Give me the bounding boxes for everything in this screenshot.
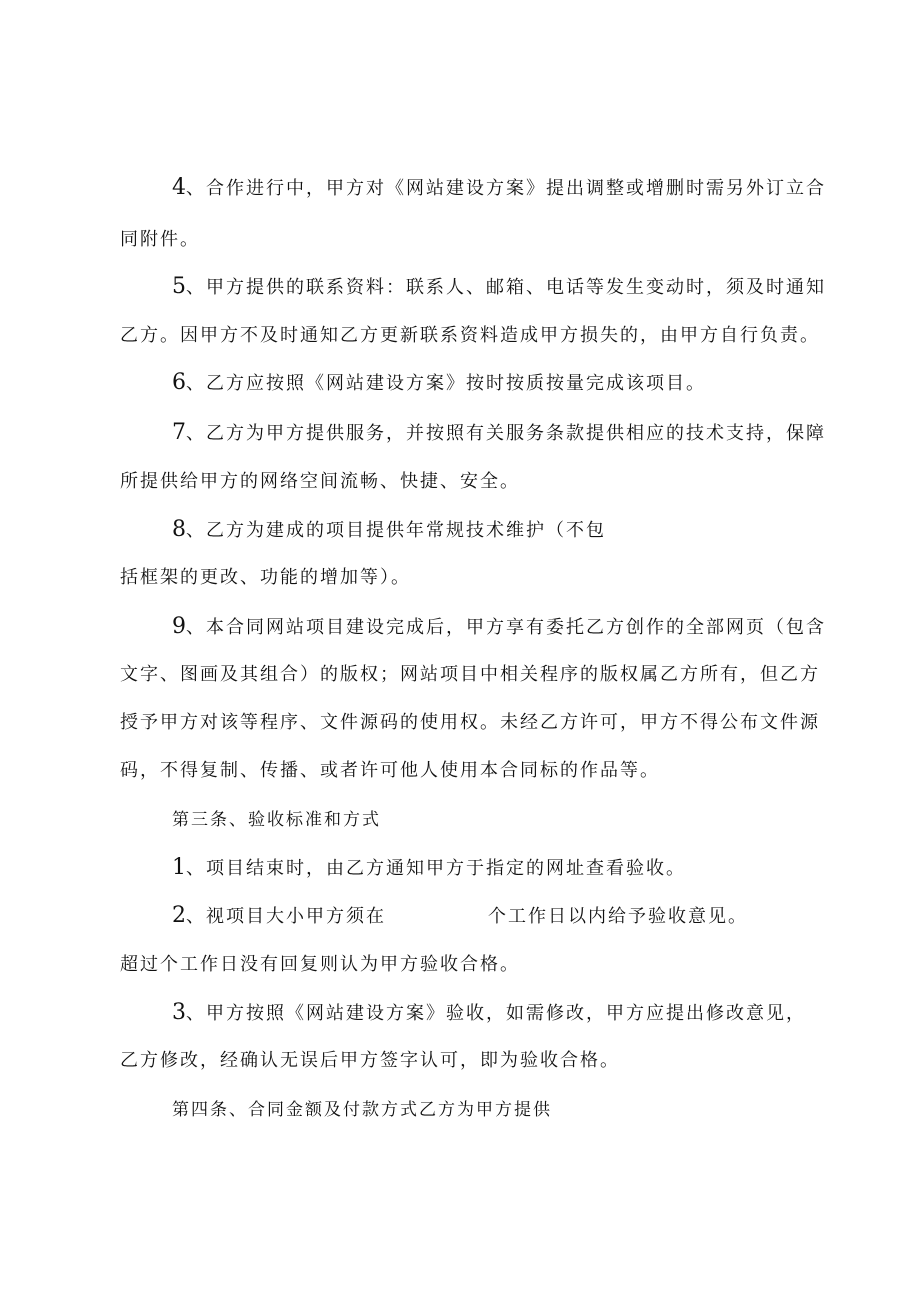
clause-8-line-1 (172, 518, 606, 543)
clause-9-line-2: 文字、图画及其组合）的版权；网站项目中相关程序的版权属乙方所有，但乙方 (120, 664, 820, 685)
clause-text: 、项目结束时，由乙方通知甲方于指定的网址查看验收。 (186, 858, 686, 879)
article-3-heading: 第三条、验收标准和方式 (172, 810, 381, 830)
acceptance-item-2-line-2: 超过个工作日没有回复则认为甲方验收合格。 (120, 954, 520, 975)
clause-number: 8 (172, 517, 186, 542)
clause-7-line-1 (172, 421, 826, 446)
clause-number: 4 (172, 175, 186, 200)
clause-number: 2 (172, 903, 186, 928)
acceptance-item-3-line-2: 乙方修改，经确认无误后甲方签字认可，即为验收合格。 (120, 1050, 620, 1071)
clause-9-line-3: 授予甲方对该等程序、文件源码的使用权。未经乙方许可，甲方不得公布文件源 (120, 712, 820, 733)
clause-text: 、乙方应按照《网站建设方案》按时按质按量完成该项目。 (186, 373, 706, 394)
clause-number: 5 (172, 274, 186, 299)
clause-number: 3 (172, 1000, 186, 1025)
clause-text: 、合作进行中，甲方对《网站建设方案》提出调整或增删时需另外订立合 (186, 178, 826, 199)
clause-4-line-1 (172, 176, 826, 201)
clause-9-line-4: 码，不得复制、传播、或者许可他人使用本合同标的作品等。 (120, 760, 660, 781)
clause-5-line-1 (172, 275, 826, 300)
article-4-heading: 第四条、合同金额及付款方式乙方为甲方提供 (172, 1100, 552, 1120)
clause-number: 9 (172, 614, 186, 639)
clause-text-continued: 个工作日以内给予验收意见。 (488, 906, 748, 927)
clause-number: 1 (172, 855, 186, 880)
clause-text: 、本合同网站项目建设完成后，甲方享有委托乙方创作的全部网页（包含 (186, 617, 826, 638)
clause-text: 、乙方为甲方提供服务，并按照有关服务条款提供相应的技术支持，保障 (186, 423, 826, 444)
clause-9-line-1 (172, 615, 826, 640)
clause-8-line-2: 括框架的更改、功能的增加等）。 (120, 567, 411, 588)
clause-text: 、甲方提供的联系资料：联系人、邮箱、电话等发生变动时，须及时通知 (186, 277, 826, 298)
clause-text: 、甲方按照《网站建设方案》验收，如需修改，甲方应提出修改意见， (186, 1003, 806, 1024)
clause-number: 6 (172, 370, 186, 395)
clause-text: 、乙方为建成的项目提供年常规技术维护（不包 (186, 520, 606, 541)
acceptance-item-2-line-1 (172, 904, 748, 929)
clause-7-line-2: 所提供给甲方的网络空间流畅、快捷、安全。 (120, 471, 520, 492)
clause-4-line-2: 同附件。 (120, 229, 200, 250)
clause-6-line-1 (172, 371, 706, 396)
clause-5-line-2: 乙方。因甲方不及时通知乙方更新联系资料造成甲方损失的，由甲方自行负责。 (120, 325, 820, 346)
clause-number: 7 (172, 420, 186, 445)
clause-text: 、视项目大小甲方须在 (186, 906, 386, 927)
acceptance-item-3-line-1 (172, 1001, 806, 1026)
acceptance-item-1 (172, 856, 686, 881)
